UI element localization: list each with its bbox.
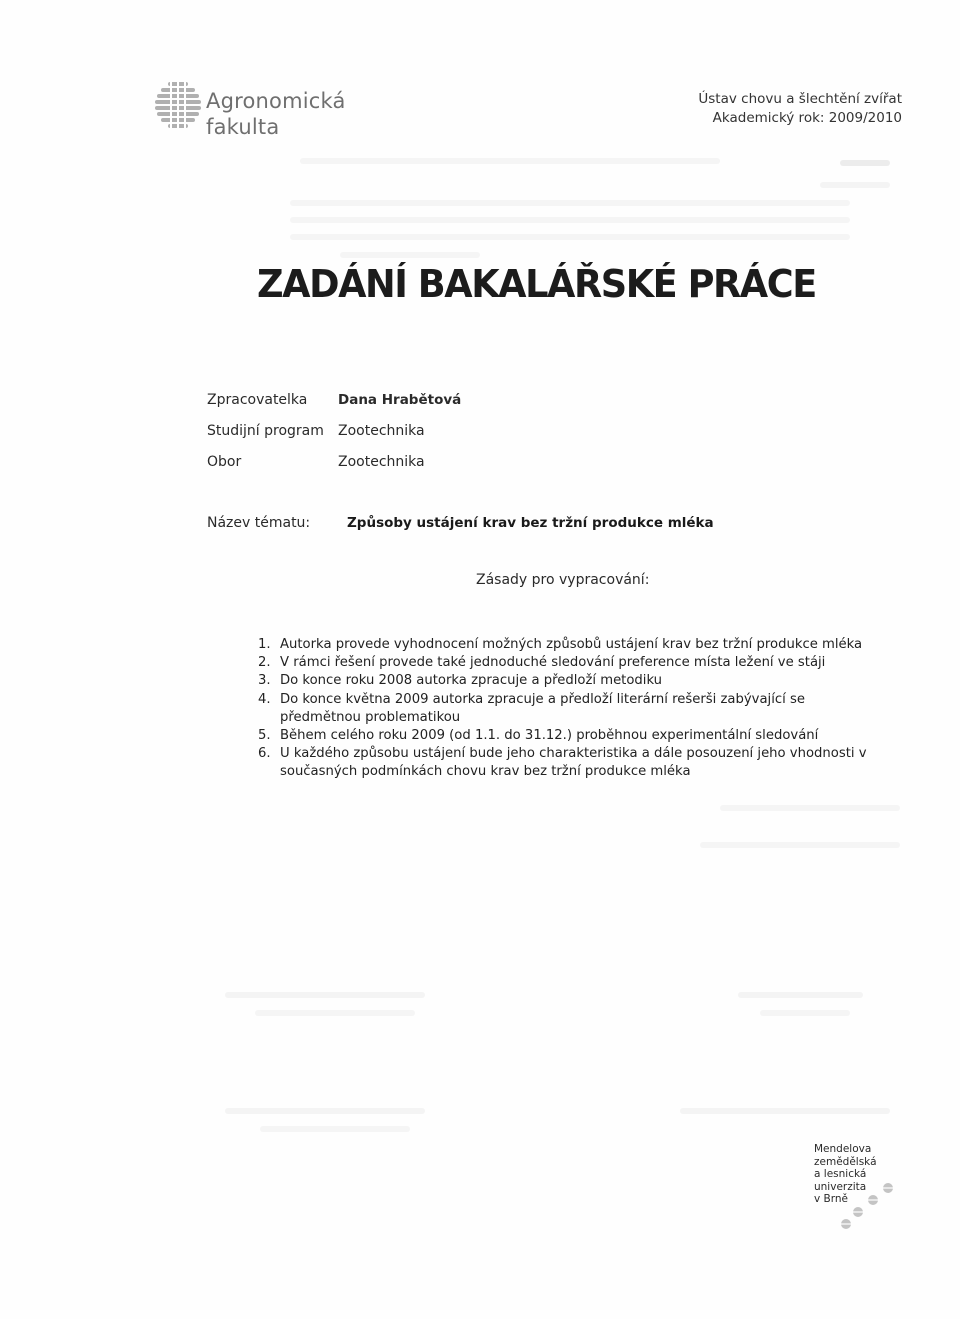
university-name-line5: v Brně [814,1193,849,1205]
faculty-name-line2: fakulta [206,115,280,139]
topic-label: Název tématu: [207,515,311,531]
list-item [258,672,878,690]
university-name-line3: a lesnická [814,1168,867,1180]
author-label: Zpracovatelka [207,392,308,408]
bleed-through-mark [225,1108,425,1114]
document-title: ZADÁNÍ BAKALÁŘSKÉ PRÁCE [257,262,816,306]
list-item [258,745,878,781]
bleed-through-mark [820,182,890,188]
bleed-through-mark [700,842,900,848]
topic-value: Způsoby ustájení krav bez tržní produkce mléka [347,515,714,531]
bleed-through-mark [738,992,863,998]
list-item-text: Do konce roku 2008 autorka zpracuje a předloží metodiku [280,673,663,689]
field-label: Obor [207,454,242,470]
faculty-name [206,88,346,140]
list-item-text: Během celého roku 2009 (od 1.1. do 31.12.) proběhnou experimentální sledování [280,728,819,744]
institute-name: Ústav chovu a šlechtění zvířat [698,91,902,107]
field-value: Zootechnika [338,454,425,470]
list-item-number: 2. [258,655,271,671]
bleed-through-mark [290,217,850,223]
list-item-number: 6. [258,746,271,762]
author-value: Dana Hrabětová [338,392,462,408]
institute-block [698,90,902,128]
bleed-through-mark [720,805,900,811]
bleed-through-mark [300,158,720,164]
university-emblem-icon [836,1180,896,1230]
bleed-through-mark [680,1108,890,1114]
list-item [258,727,878,745]
list-item-text: Do konce května 2009 autorka zpracuje a předloží literární rešerši zabývající se předmětnou problematikou [280,691,805,725]
university-name-line2: zemědělská [814,1155,877,1168]
principles-list [258,636,878,782]
list-item-number: 4. [258,691,271,707]
list-item [258,691,878,727]
program-value: Zootechnika [338,423,425,439]
bleed-through-mark [340,252,480,258]
bleed-through-mark [760,1010,850,1016]
bleed-through-mark [255,1010,415,1016]
list-item [258,654,878,672]
list-item-number: 1. [258,637,271,652]
university-name-line4: univerzita [814,1180,867,1193]
list-item-number: 5. [258,728,271,744]
list-item [258,636,878,654]
bleed-through-mark [290,200,850,206]
list-item-number: 3. [258,673,271,689]
list-item-text: Autorka provede vyhodnocení možných způsobů ustájení krav bez tržní produkce mléka [280,637,863,652]
faculty-name-line1: Agronomická [206,89,346,113]
principles-heading: Zásady pro vypracování: [476,572,650,588]
university-name-line1: Mendelova [814,1143,872,1155]
program-label: Studijní program [207,423,324,439]
list-item-text: U každého způsobu ustájení bude jeho charakteristika a dále posouzení jeho vhodnosti v současných podmínkách chovu krav bez tržní produkce mléka [280,746,867,780]
bleed-through-mark [840,160,890,166]
academic-year: Akademický rok: 2009/2010 [712,110,902,126]
bleed-through-mark [260,1126,410,1132]
list-item-text: V rámci řešení provede také jednoduché sledování preference místa ležení ve stáji [280,655,826,671]
bleed-through-mark [290,234,850,240]
faculty-logo-icon [155,82,201,128]
bleed-through-mark [225,992,425,998]
